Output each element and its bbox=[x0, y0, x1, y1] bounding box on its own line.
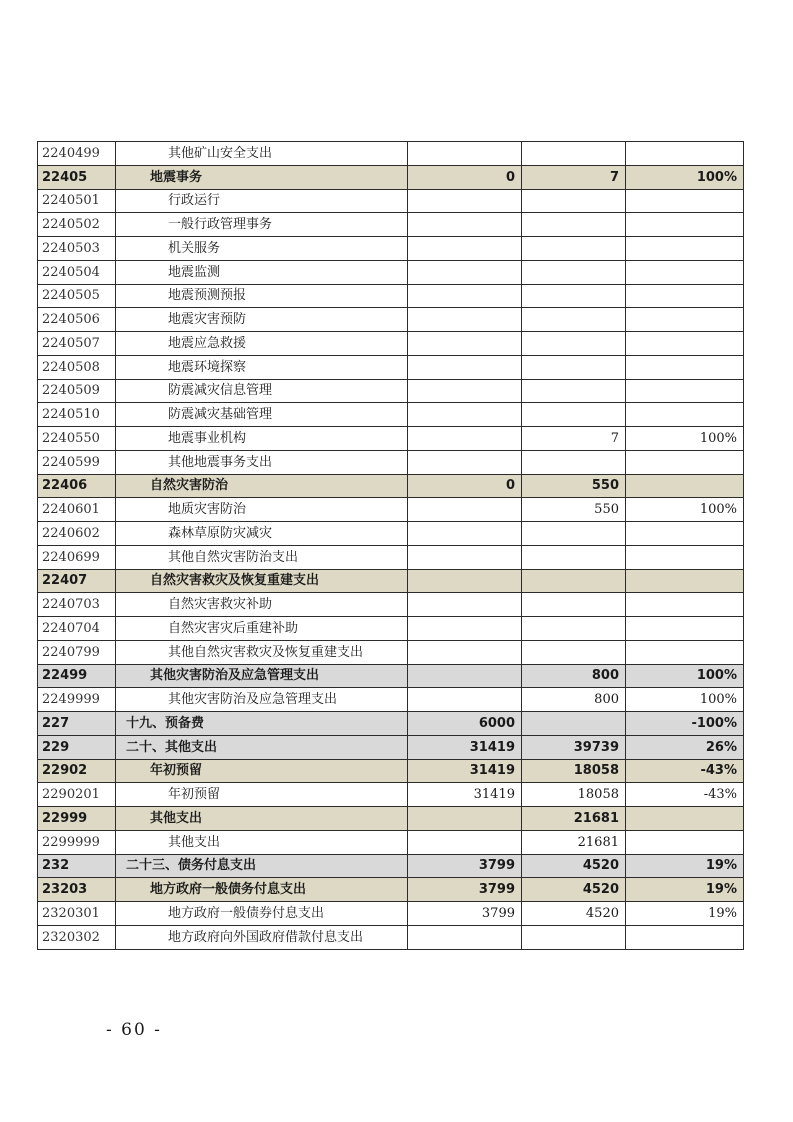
row-value-2-cell bbox=[522, 260, 626, 284]
row-code-cell: 22406 bbox=[38, 474, 116, 498]
row-code-cell: 2240503 bbox=[38, 237, 116, 261]
row-value-2-cell: 800 bbox=[522, 688, 626, 712]
row-percent-cell bbox=[626, 284, 744, 308]
table-row bbox=[38, 545, 744, 569]
row-name-cell: 自然灾害救灾及恢复重建支出 bbox=[116, 569, 408, 593]
row-value-1-cell bbox=[408, 545, 522, 569]
row-percent-cell: 19% bbox=[626, 878, 744, 902]
row-percent-cell: -43% bbox=[626, 759, 744, 783]
row-percent-cell: -43% bbox=[626, 783, 744, 807]
table-row bbox=[38, 830, 744, 854]
row-code-cell: 2249999 bbox=[38, 688, 116, 712]
row-code-cell: 2240602 bbox=[38, 522, 116, 546]
row-code-cell: 2240699 bbox=[38, 545, 116, 569]
row-code-cell: 2240510 bbox=[38, 403, 116, 427]
row-value-1-cell: 3799 bbox=[408, 854, 522, 878]
row-code-cell: 2240599 bbox=[38, 450, 116, 474]
row-percent-cell bbox=[626, 593, 744, 617]
table-row bbox=[38, 379, 744, 403]
row-name-cell: 年初预留 bbox=[116, 759, 408, 783]
row-percent-cell bbox=[626, 640, 744, 664]
row-value-2-cell: 18058 bbox=[522, 759, 626, 783]
row-value-1-cell: 31419 bbox=[408, 735, 522, 759]
row-value-1-cell bbox=[408, 640, 522, 664]
row-percent-cell bbox=[626, 545, 744, 569]
row-code-cell: 2320301 bbox=[38, 902, 116, 926]
row-percent-cell bbox=[626, 308, 744, 332]
row-name-cell: 地方政府一般债务付息支出 bbox=[116, 878, 408, 902]
row-percent-cell: 19% bbox=[626, 854, 744, 878]
row-value-1-cell bbox=[408, 189, 522, 213]
row-value-2-cell bbox=[522, 925, 626, 949]
row-name-cell: 地震监测 bbox=[116, 260, 408, 284]
row-name-cell: 地震预测预报 bbox=[116, 284, 408, 308]
row-percent-cell bbox=[626, 237, 744, 261]
row-name-cell: 自然灾害防治 bbox=[116, 474, 408, 498]
row-percent-cell bbox=[626, 189, 744, 213]
row-value-2-cell bbox=[522, 308, 626, 332]
row-name-cell: 自然灾害救灾补助 bbox=[116, 593, 408, 617]
table-body bbox=[38, 142, 744, 950]
table-row bbox=[38, 522, 744, 546]
row-percent-cell bbox=[626, 569, 744, 593]
row-name-cell: 二十、其他支出 bbox=[116, 735, 408, 759]
row-code-cell: 2240799 bbox=[38, 640, 116, 664]
table-row bbox=[38, 593, 744, 617]
row-code-cell: 22499 bbox=[38, 664, 116, 688]
row-name-cell: 其他自然灾害防治支出 bbox=[116, 545, 408, 569]
row-name-cell: 森林草原防灾减灾 bbox=[116, 522, 408, 546]
row-value-2-cell: 39739 bbox=[522, 735, 626, 759]
row-value-2-cell: 7 bbox=[522, 165, 626, 189]
table-row bbox=[38, 474, 744, 498]
row-name-cell: 机关服务 bbox=[116, 237, 408, 261]
row-name-cell: 其他支出 bbox=[116, 830, 408, 854]
table-row bbox=[38, 355, 744, 379]
row-code-cell: 2299999 bbox=[38, 830, 116, 854]
row-percent-cell: 100% bbox=[626, 498, 744, 522]
row-value-1-cell bbox=[408, 213, 522, 237]
row-name-cell: 防震减灾信息管理 bbox=[116, 379, 408, 403]
table-row bbox=[38, 427, 744, 451]
row-code-cell: 22902 bbox=[38, 759, 116, 783]
row-code-cell: 2240506 bbox=[38, 308, 116, 332]
row-value-2-cell: 4520 bbox=[522, 902, 626, 926]
table-row bbox=[38, 735, 744, 759]
row-code-cell: 2320302 bbox=[38, 925, 116, 949]
row-value-2-cell bbox=[522, 379, 626, 403]
row-name-cell: 自然灾害灾后重建补助 bbox=[116, 617, 408, 641]
row-code-cell: 2240508 bbox=[38, 355, 116, 379]
row-percent-cell bbox=[626, 260, 744, 284]
row-value-1-cell bbox=[408, 237, 522, 261]
table-row bbox=[38, 260, 744, 284]
row-value-2-cell bbox=[522, 332, 626, 356]
row-value-2-cell bbox=[522, 569, 626, 593]
row-value-1-cell: 3799 bbox=[408, 878, 522, 902]
row-percent-cell: 19% bbox=[626, 902, 744, 926]
row-name-cell: 一般行政管理事务 bbox=[116, 213, 408, 237]
row-name-cell: 其他灾害防治及应急管理支出 bbox=[116, 688, 408, 712]
row-code-cell: 232 bbox=[38, 854, 116, 878]
row-value-2-cell bbox=[522, 640, 626, 664]
row-percent-cell bbox=[626, 617, 744, 641]
page-number: - 60 - bbox=[106, 1020, 162, 1040]
table-row bbox=[38, 759, 744, 783]
row-value-1-cell bbox=[408, 830, 522, 854]
row-value-1-cell bbox=[408, 450, 522, 474]
row-code-cell: 229 bbox=[38, 735, 116, 759]
row-value-1-cell: 3799 bbox=[408, 902, 522, 926]
row-percent-cell bbox=[626, 830, 744, 854]
row-value-1-cell bbox=[408, 498, 522, 522]
row-value-2-cell bbox=[522, 593, 626, 617]
row-value-2-cell bbox=[522, 522, 626, 546]
row-name-cell: 其他矿山安全支出 bbox=[116, 142, 408, 166]
row-value-2-cell: 21681 bbox=[522, 830, 626, 854]
row-value-1-cell: 0 bbox=[408, 474, 522, 498]
table-row bbox=[38, 142, 744, 166]
row-name-cell: 十九、预备费 bbox=[116, 712, 408, 736]
row-value-2-cell bbox=[522, 712, 626, 736]
row-value-1-cell bbox=[408, 664, 522, 688]
row-value-2-cell: 550 bbox=[522, 498, 626, 522]
table-row bbox=[38, 878, 744, 902]
row-percent-cell: 100% bbox=[626, 688, 744, 712]
row-percent-cell bbox=[626, 355, 744, 379]
row-value-2-cell bbox=[522, 545, 626, 569]
table-row bbox=[38, 925, 744, 949]
row-percent-cell bbox=[626, 332, 744, 356]
row-name-cell: 其他地震事务支出 bbox=[116, 450, 408, 474]
table-row bbox=[38, 498, 744, 522]
row-value-2-cell bbox=[522, 142, 626, 166]
table-row bbox=[38, 189, 744, 213]
table-row bbox=[38, 712, 744, 736]
row-value-1-cell bbox=[408, 688, 522, 712]
row-name-cell: 年初预留 bbox=[116, 783, 408, 807]
row-code-cell: 22407 bbox=[38, 569, 116, 593]
row-percent-cell bbox=[626, 450, 744, 474]
row-code-cell: 2240505 bbox=[38, 284, 116, 308]
row-value-2-cell bbox=[522, 403, 626, 427]
row-value-2-cell: 4520 bbox=[522, 854, 626, 878]
row-value-2-cell bbox=[522, 237, 626, 261]
row-value-2-cell bbox=[522, 189, 626, 213]
row-name-cell: 地方政府一般债券付息支出 bbox=[116, 902, 408, 926]
row-code-cell: 2240504 bbox=[38, 260, 116, 284]
row-value-1-cell bbox=[408, 332, 522, 356]
row-name-cell: 地震环境探察 bbox=[116, 355, 408, 379]
row-value-2-cell bbox=[522, 617, 626, 641]
row-code-cell: 2240499 bbox=[38, 142, 116, 166]
row-value-2-cell: 800 bbox=[522, 664, 626, 688]
row-value-1-cell: 31419 bbox=[408, 759, 522, 783]
row-value-2-cell bbox=[522, 213, 626, 237]
table-row bbox=[38, 854, 744, 878]
row-percent-cell: 100% bbox=[626, 664, 744, 688]
row-percent-cell bbox=[626, 474, 744, 498]
row-percent-cell: 100% bbox=[626, 427, 744, 451]
row-name-cell: 行政运行 bbox=[116, 189, 408, 213]
row-value-1-cell: 6000 bbox=[408, 712, 522, 736]
row-code-cell: 2240501 bbox=[38, 189, 116, 213]
row-code-cell: 2290201 bbox=[38, 783, 116, 807]
row-value-2-cell: 4520 bbox=[522, 878, 626, 902]
row-code-cell: 22405 bbox=[38, 165, 116, 189]
row-code-cell: 2240550 bbox=[38, 427, 116, 451]
table-row bbox=[38, 569, 744, 593]
row-percent-cell bbox=[626, 379, 744, 403]
row-percent-cell bbox=[626, 522, 744, 546]
budget-table bbox=[37, 141, 744, 950]
row-code-cell: 2240601 bbox=[38, 498, 116, 522]
table-row bbox=[38, 237, 744, 261]
row-code-cell: 2240502 bbox=[38, 213, 116, 237]
table-row bbox=[38, 403, 744, 427]
row-value-2-cell: 7 bbox=[522, 427, 626, 451]
row-value-2-cell bbox=[522, 450, 626, 474]
row-value-2-cell bbox=[522, 355, 626, 379]
table-row bbox=[38, 640, 744, 664]
table-row bbox=[38, 284, 744, 308]
table-row bbox=[38, 807, 744, 831]
row-name-cell: 其他灾害防治及应急管理支出 bbox=[116, 664, 408, 688]
table-row bbox=[38, 450, 744, 474]
table-row bbox=[38, 617, 744, 641]
row-value-2-cell bbox=[522, 284, 626, 308]
row-percent-cell bbox=[626, 142, 744, 166]
row-code-cell: 2240507 bbox=[38, 332, 116, 356]
table-row bbox=[38, 213, 744, 237]
row-code-cell: 22999 bbox=[38, 807, 116, 831]
row-name-cell: 地震灾害预防 bbox=[116, 308, 408, 332]
row-value-1-cell bbox=[408, 593, 522, 617]
row-percent-cell bbox=[626, 925, 744, 949]
row-code-cell: 2240509 bbox=[38, 379, 116, 403]
row-value-1-cell bbox=[408, 142, 522, 166]
row-value-1-cell bbox=[408, 569, 522, 593]
table-row bbox=[38, 688, 744, 712]
table-row bbox=[38, 332, 744, 356]
row-code-cell: 2240703 bbox=[38, 593, 116, 617]
row-value-1-cell bbox=[408, 355, 522, 379]
row-value-1-cell bbox=[408, 617, 522, 641]
row-name-cell: 防震减灾基础管理 bbox=[116, 403, 408, 427]
row-value-1-cell bbox=[408, 925, 522, 949]
row-value-1-cell bbox=[408, 284, 522, 308]
table-row bbox=[38, 308, 744, 332]
row-value-1-cell bbox=[408, 522, 522, 546]
table-row bbox=[38, 783, 744, 807]
row-percent-cell bbox=[626, 213, 744, 237]
row-percent-cell: 26% bbox=[626, 735, 744, 759]
row-percent-cell bbox=[626, 807, 744, 831]
row-value-1-cell bbox=[408, 807, 522, 831]
row-value-1-cell bbox=[408, 427, 522, 451]
row-value-1-cell bbox=[408, 403, 522, 427]
row-percent-cell: -100% bbox=[626, 712, 744, 736]
row-code-cell: 23203 bbox=[38, 878, 116, 902]
row-name-cell: 其他自然灾害救灾及恢复重建支出 bbox=[116, 640, 408, 664]
row-name-cell: 地方政府向外国政府借款付息支出 bbox=[116, 925, 408, 949]
row-value-1-cell bbox=[408, 260, 522, 284]
row-name-cell: 地震事务 bbox=[116, 165, 408, 189]
row-name-cell: 地震应急救援 bbox=[116, 332, 408, 356]
row-code-cell: 2240704 bbox=[38, 617, 116, 641]
row-code-cell: 227 bbox=[38, 712, 116, 736]
table-row bbox=[38, 165, 744, 189]
table-row bbox=[38, 902, 744, 926]
row-value-1-cell bbox=[408, 379, 522, 403]
row-value-2-cell: 21681 bbox=[522, 807, 626, 831]
table-row bbox=[38, 664, 744, 688]
row-percent-cell bbox=[626, 403, 744, 427]
row-value-1-cell: 31419 bbox=[408, 783, 522, 807]
row-name-cell: 其他支出 bbox=[116, 807, 408, 831]
row-name-cell: 地震事业机构 bbox=[116, 427, 408, 451]
row-name-cell: 二十三、债务付息支出 bbox=[116, 854, 408, 878]
row-name-cell: 地质灾害防治 bbox=[116, 498, 408, 522]
row-value-2-cell: 550 bbox=[522, 474, 626, 498]
row-value-1-cell: 0 bbox=[408, 165, 522, 189]
row-value-2-cell: 18058 bbox=[522, 783, 626, 807]
row-percent-cell: 100% bbox=[626, 165, 744, 189]
row-value-1-cell bbox=[408, 308, 522, 332]
